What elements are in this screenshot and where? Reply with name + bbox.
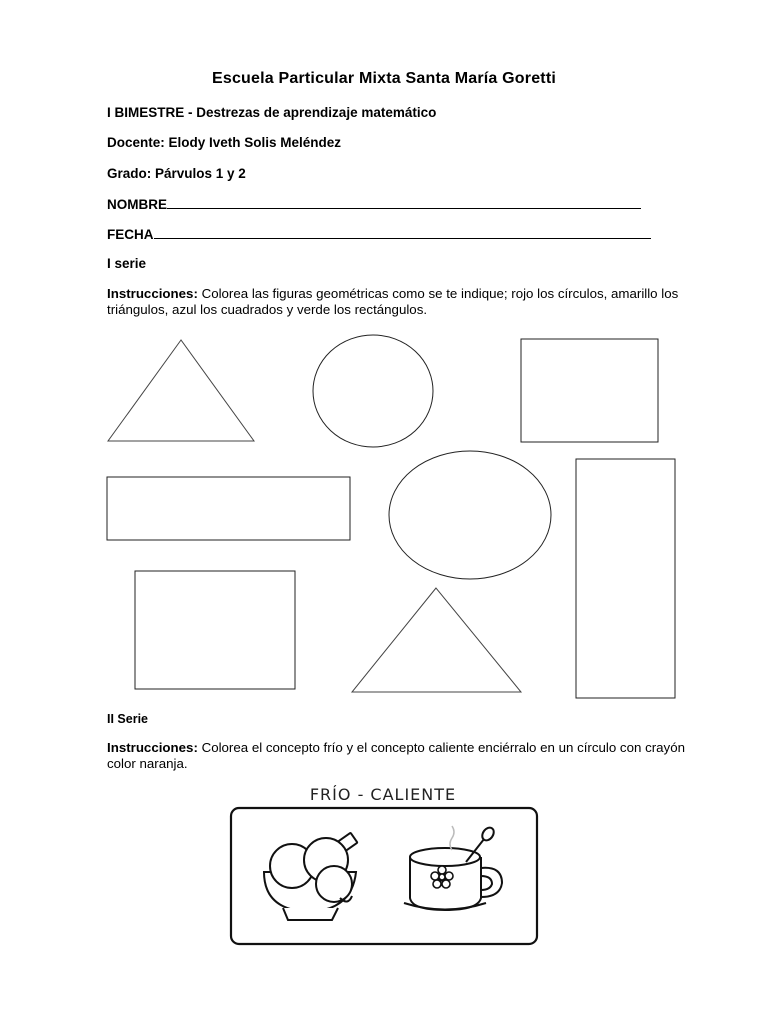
nombre-label: NOMBRE [107, 197, 167, 212]
grado-line: Grado: Párvulos 1 y 2 [107, 166, 246, 181]
serie1-instr-label: Instrucciones: [107, 286, 198, 301]
frio-caliente-illustration [231, 785, 537, 944]
school-title: Escuela Particular Mixta Santa María Goretti [211, 70, 557, 87]
serie2-instructions [107, 740, 687, 772]
docente-line: Docente: Elody Iveth Solis Meléndez [107, 135, 342, 150]
serie1-instr-text: Colorea las figuras geométricas como se te indique; rojo los círculos, amarillo los triángulos, azul los cuadrados y verde los rectángulos. [107, 286, 679, 317]
triangle-shape-1[interactable] [108, 340, 254, 441]
fecha-label: FECHA [107, 227, 154, 242]
circle-shape-2[interactable] [389, 451, 551, 579]
frio-caliente-title: FRÍO - CALIENTE [309, 785, 457, 804]
serie2-instr-text: Colorea el concepto frío y el concepto caliente enciérralo en un círculo con crayón color naranja. [107, 740, 685, 771]
circle-shape-1[interactable] [313, 335, 433, 447]
serie2-title: II Serie [107, 712, 148, 726]
square-shape-1[interactable] [521, 339, 658, 442]
serie2-instr-label: Instrucciones: [107, 740, 198, 755]
rectangle-shape-vertical[interactable] [576, 459, 675, 698]
triangle-shape-2[interactable] [352, 588, 521, 692]
bimestre-line: I BIMESTRE - Destrezas de aprendizaje matemático [107, 105, 437, 120]
square-shape-2[interactable] [135, 571, 295, 689]
serie1-title: I serie [107, 256, 147, 271]
rectangle-shape-horizontal[interactable] [107, 477, 350, 540]
